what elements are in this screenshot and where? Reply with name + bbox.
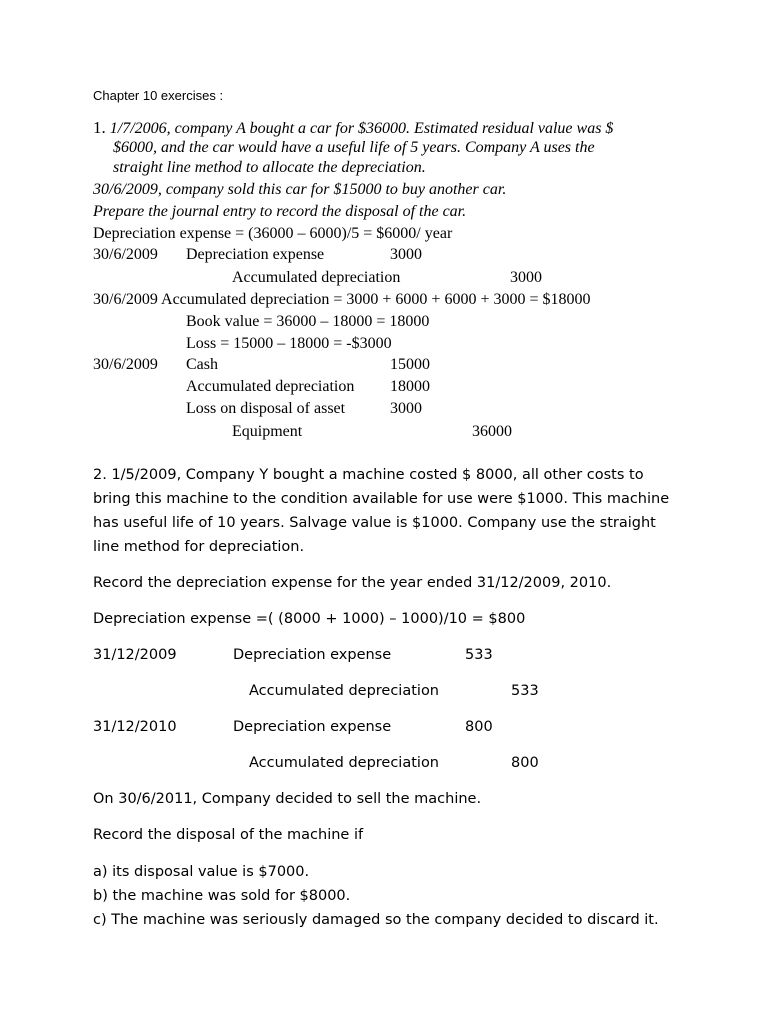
debit-account: Cash (186, 356, 218, 373)
debit-account: Loss on disposal of asset (186, 400, 346, 417)
credit-amount: 800 (511, 755, 539, 771)
ex2-formula: Depreciation expense =( (8000 + 1000) – 1000)/10 = $800 (93, 611, 526, 627)
credit-account: Equipment (232, 423, 303, 440)
credit-amount: 36000 (472, 423, 512, 440)
ex2-record: Record the depreciation expense for the year ended 31/12/2009, 2010. (93, 575, 612, 591)
ex2-line-2: bring this machine to the condition available for use were $1000. This machine (93, 491, 670, 507)
journal-date: 31/12/2009 (93, 647, 177, 663)
debit-amount: 18000 (390, 378, 430, 395)
ex1-line-2: $6000, and the car would have a useful life of 5 years. Company A uses the (113, 139, 595, 156)
ex2-option-c: c) The machine was seriously damaged so the company decided to discard it. (93, 912, 659, 928)
debit-account: Depreciation expense (233, 719, 392, 735)
chapter-title: Chapter 10 exercises : (93, 88, 224, 103)
credit-amount: 533 (511, 683, 539, 699)
journal-date: 31/12/2010 (93, 719, 177, 735)
debit-amount: 533 (465, 647, 493, 663)
ex1-line-4: 30/6/2009, company sold this car for $15000 to buy another car. (93, 181, 507, 198)
debit-amount: 15000 (390, 356, 430, 373)
ex1-number: 1. (93, 118, 106, 137)
debit-account: Accumulated depreciation (186, 378, 355, 395)
debit-amount: 800 (465, 719, 493, 735)
ex2-line-3: has useful life of 10 years. Salvage value is $1000. Company use the straight (93, 515, 656, 531)
ex2-line-4: line method for depreciation. (93, 539, 305, 555)
credit-account: Accumulated depreciation (232, 269, 401, 286)
ex1-line-3: straight line method to allocate the depreciation. (113, 159, 426, 176)
ex1-text-1: 1/7/2006, company A bought a car for $36000. Estimated residual value was $ (109, 120, 614, 137)
debit-amount: 3000 (390, 246, 422, 263)
ex1-line-5: Prepare the journal entry to record the disposal of the car. (93, 203, 467, 220)
journal-date: 30/6/2009 (93, 246, 158, 263)
debit-account: Depreciation expense (233, 647, 392, 663)
ex1-dep-formula: Depreciation expense = (36000 – 6000)/5 = $6000/ year (93, 225, 453, 242)
ex2-record-disposal: Record the disposal of the machine if (93, 827, 364, 843)
ex2-on-date: On 30/6/2011, Company decided to sell the machine. (93, 791, 482, 807)
journal-date: 30/6/2009 (93, 356, 158, 373)
ex1-book-value: Book value = 36000 – 18000 = 18000 (186, 313, 430, 330)
ex2-option-b: b) the machine was sold for $8000. (93, 888, 351, 904)
credit-account: Accumulated depreciation (249, 683, 440, 699)
ex1-loss: Loss = 15000 – 18000 = -$3000 (186, 335, 392, 352)
debit-amount: 3000 (390, 400, 422, 417)
debit-account: Depreciation expense (186, 246, 325, 263)
ex1-line-1 (93, 118, 613, 138)
ex2-option-a: a) its disposal value is $7000. (93, 864, 310, 880)
ex1-accum-line: 30/6/2009 Accumulated depreciation = 3000 + 6000 + 6000 + 3000 = $18000 (93, 291, 591, 308)
credit-account: Accumulated depreciation (249, 755, 440, 771)
credit-amount: 3000 (510, 269, 542, 286)
ex2-line-1: 2. 1/5/2009, Company Y bought a machine costed $ 8000, all other costs to (93, 467, 644, 483)
